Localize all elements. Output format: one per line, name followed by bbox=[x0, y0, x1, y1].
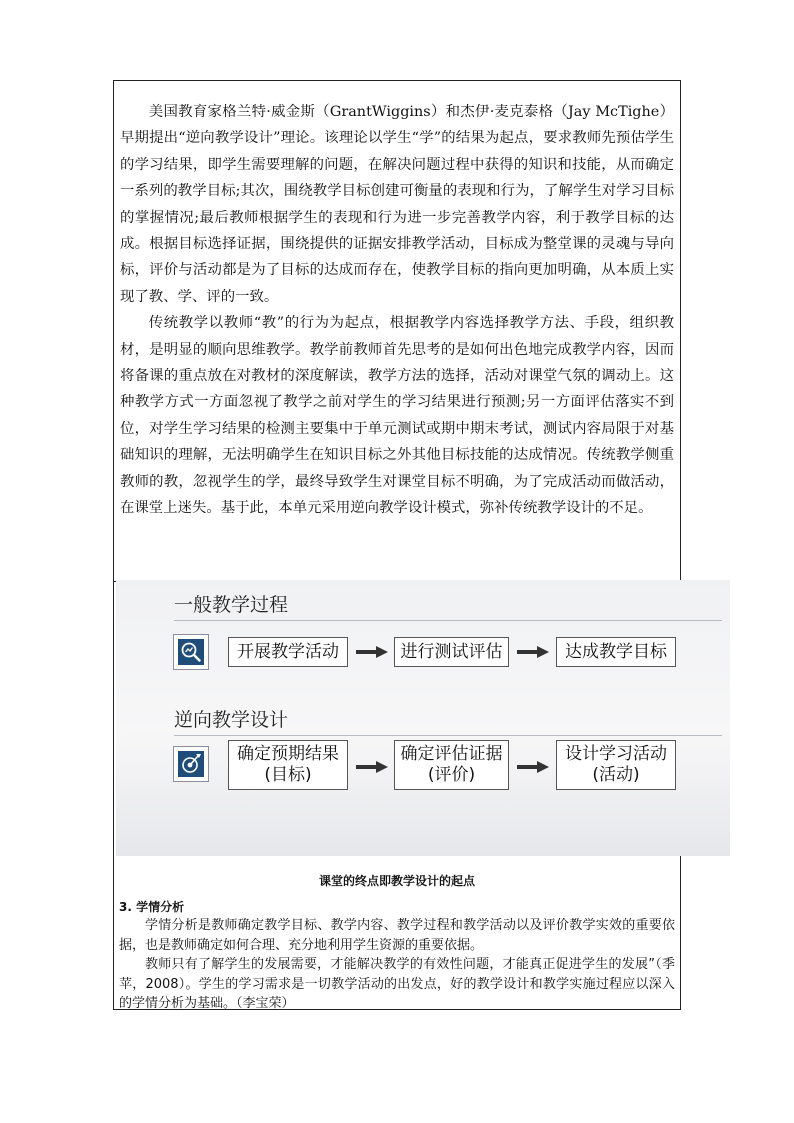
general-step-3: 达成教学目标 bbox=[556, 637, 676, 667]
general-step-1: 开展教学活动 bbox=[228, 637, 348, 667]
backward-design-title: 逆向教学设计 bbox=[174, 709, 289, 731]
general-icon-box bbox=[173, 634, 209, 670]
backward-arrow-1 bbox=[356, 761, 388, 773]
backward-arrow-2 bbox=[517, 761, 549, 773]
backward-icon-box bbox=[173, 746, 209, 782]
general-arrow-1 bbox=[356, 646, 388, 658]
intro-paragraph-1: 美国教育家格兰特·威金斯（GrantWiggins）和杰伊·麦克泰格（Jay McTighe）早期提出“逆向教学设计”理论。该理论以学生“学”的结果为起点，要求教师先预估学生的学习结果，即学生需要理解的问题，在解决问题过程中获得的知识和技能，从而确定一系列的教学目标;其次，围绕教学目标创建可衡量的表现和行为，了解学生对学习目标的掌握情况;最后教师根据学生的表现和行为进一步完善教学内容，利于教学目标的达成。根据目标选择证据，围绕提供的证据安排教学活动，目标成为整堂课的灵魂与导向标，评价与活动都是为了目标的达成而存在，使教学目标的指向更加明确，从本质上实现了教、学、评的一致。 bbox=[120, 104, 674, 305]
target-arrow-icon bbox=[178, 751, 204, 777]
magnifier-chart-icon bbox=[178, 639, 204, 665]
section-paragraph-2: 教师只有了解学生的发展需要，才能解决教学的有效性问题，才能真正促进学生的发展”（季苹，2008）。学生的学习需求是一切教学活动的出发点，好的教学设计和教学实施过程应以深入的学情分析为基础。（李宝荣） bbox=[119, 957, 675, 1011]
backward-step-1: 确定预期结果 (目标) bbox=[228, 740, 348, 790]
general-process-title: 一般教学过程 bbox=[174, 594, 289, 616]
general-title-underline bbox=[174, 620, 722, 621]
process-figure bbox=[116, 580, 730, 856]
backward-title-underline bbox=[174, 735, 722, 736]
section-paragraph-1: 学情分析是教师确定教学目标、教学内容、教学过程和教学活动以及评价教学实效的重要依据，也是教师确定如何合理、充分地利用学生资源的重要依据。 bbox=[119, 918, 675, 953]
backward-step-3: 设计学习活动 (活动) bbox=[556, 740, 676, 790]
section-text bbox=[119, 916, 675, 1014]
document-frame bbox=[113, 80, 681, 1010]
intro-paragraph-2: 传统教学以教师“教”的行为为起点，根据教学内容选择教学方法、手段，组织教材，是明显的顺向思维教学。教学前教师首先思考的是如何出色地完成教学内容，因而将备课的重点放在对教材的深度解读，教学方法的选择，活动对课堂气氛的调动上。这种教学方式一方面忽视了教学之前对学生的学习结果进行预测;另一方面评估落实不到位，对学生学习结果的检测主要集中于单元测试或期中期末考试，测试内容局限于对基础知识的理解，无法明确学生在知识目标之外其他目标技能的达成情况。传统教学侧重教师的教，忽视学生的学，最终导致学生对课堂目标不明确，为了完成活动而做活动，在课堂上迷失。基于此，本单元采用逆向教学设计模式，弥补传统教学设计的不足。 bbox=[120, 315, 674, 517]
general-arrow-2 bbox=[517, 646, 549, 658]
figure-caption: 课堂的终点即教学设计的起点 bbox=[318, 874, 475, 888]
intro-text bbox=[120, 99, 674, 522]
general-step-2: 进行测试评估 bbox=[394, 637, 509, 667]
section-heading: 3. 学情分析 bbox=[119, 900, 185, 914]
backward-step-2: 确定评估证据 (评价) bbox=[394, 740, 509, 790]
